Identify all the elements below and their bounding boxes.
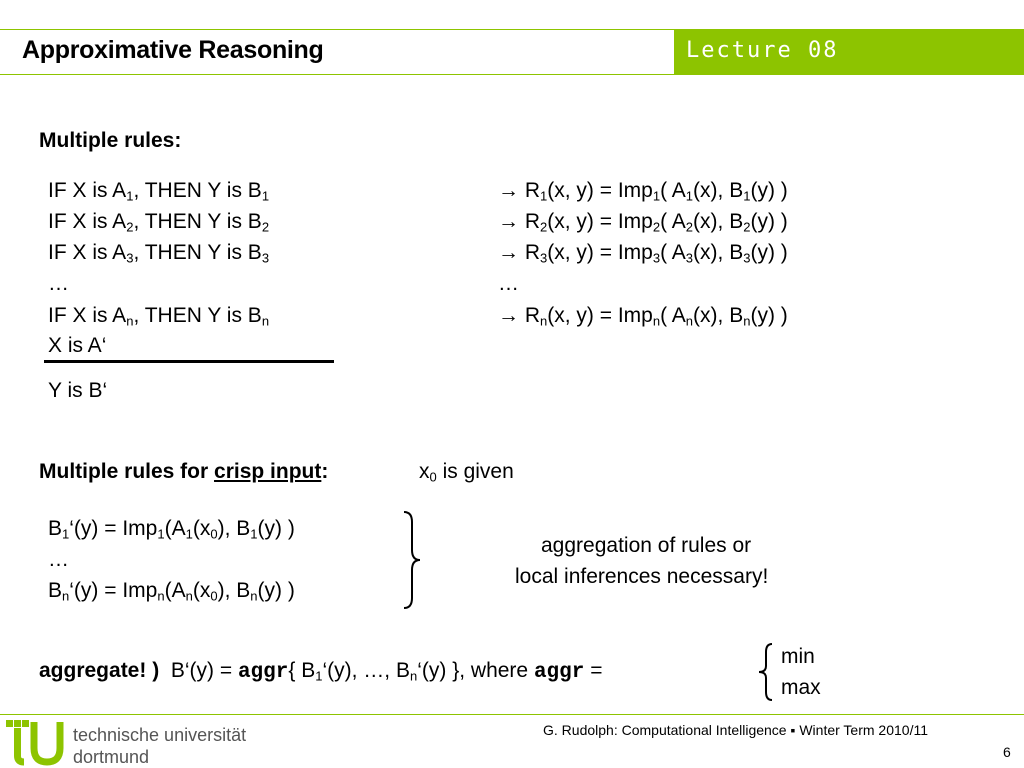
section-heading-multiple-rules: Multiple rules: xyxy=(39,129,182,152)
aggregate-formula: aggregate! ) B‘(y) = aggr{ $B_1‘(y)$, …, $B_n‘(y)$ }, where aggr = xyxy=(39,659,603,684)
aggregation-note-line-2: local inferences necessary! xyxy=(515,565,769,588)
given-statement: $x_0$ is given xyxy=(419,460,514,485)
relation-line-n: → $R_n(x$, y) = Imp$_n$( $A_n(x)$, $B_n(y)$ ) xyxy=(498,304,788,329)
conclusion: Y is B‘ xyxy=(48,379,108,402)
page-number: 6 xyxy=(1003,744,1011,760)
option-max: max xyxy=(781,676,821,699)
footer-credit: G. Rudolph: Computational Intelligence ▪ Winter Term 2010/11 xyxy=(543,722,928,738)
right-brace-icon xyxy=(398,510,424,610)
tu-logo-icon xyxy=(4,718,68,766)
relation-line-2: → $R_2(x$, y) = Imp$_2$( $A_2(x)$, $B_2(y)$ ) xyxy=(498,210,788,235)
relation-ellipsis: … xyxy=(498,272,519,295)
aggregation-note-line-1: aggregation of rules or xyxy=(541,534,752,557)
title-underline xyxy=(0,74,674,75)
premise: X is A‘ xyxy=(48,334,107,357)
rule-line-n: IF X is $A_n$, THEN Y is $B_n$ xyxy=(48,304,270,329)
b-ellipsis: … xyxy=(48,548,69,571)
relation-line-1: → $R_1(x$, y) = Imp$_1$( $A_1(x)$, $B_1(y)$ ) xyxy=(498,179,788,204)
left-brace-icon xyxy=(756,642,776,702)
rule-line-1: IF X is $A_1$, THEN Y is $B_1$ xyxy=(48,179,270,204)
b-line-n: $B_n‘(y) = Imp_n(A_n(x_0)$, $B_n(y)$ ) xyxy=(48,579,295,604)
inference-rule-line xyxy=(44,360,334,363)
footer-line xyxy=(0,714,1024,715)
slide-title: Approximative Reasoning xyxy=(22,36,324,64)
rule-line-3: IF X is $A_3$, THEN Y is $B_3$ xyxy=(48,241,270,266)
option-min: min xyxy=(781,645,815,668)
lecture-label: Lecture 08 xyxy=(686,38,839,63)
rule-ellipsis: … xyxy=(48,272,69,295)
section-heading-crisp-input: Multiple rules for crisp input: xyxy=(39,460,329,483)
relation-line-3: → $R_3(x$, y) = Imp$_3$( $A_3(x)$, $B_3(y)$ ) xyxy=(498,241,788,266)
rule-line-2: IF X is $A_2$, THEN Y is $B_2$ xyxy=(48,210,270,235)
b-line-1: $B_1‘(y) = Imp_1(A_1(x_0)$, $B_1(y)$ ) xyxy=(48,517,295,542)
university-logo-text: technische universität dortmund xyxy=(73,725,247,767)
